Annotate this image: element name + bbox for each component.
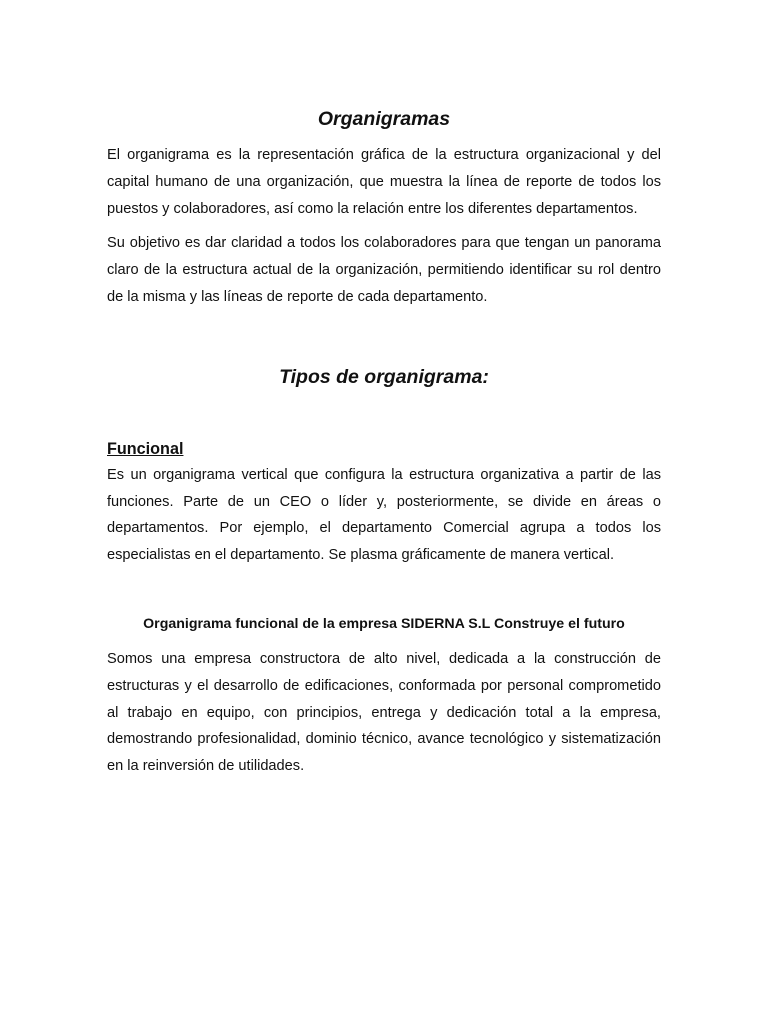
intro-paragraph-2: Su objetivo es dar claridad a todos los colaboradores para que tengan un panorama claro de la estructura actual de la organización, permitiendo identificar su rol dentro de la misma y las líneas de reporte de cada departamento. xyxy=(107,235,661,305)
funcional-paragraph: Es un organigrama vertical que configura la estructura organizativa a partir de las funciones. Parte de un CEO o líder y, posteriormente, se divide en áreas o departamentos. Por ejemplo, el departamento Comercial agrupa a todos los especialistas en el departamento. Se plasma gráficamente de manera vertical. xyxy=(107,466,661,564)
intro-paragraph-1: El organigrama es la representación gráfica de la estructura organizacional y del capital humano de una organización, que muestra la línea de reporte de todos los puestos y colaboradores, así como la relación entre los diferentes departamentos. xyxy=(107,147,661,217)
section-title: Tipos de organigrama: xyxy=(279,365,489,388)
subsection-heading-funcional: Funcional xyxy=(107,439,184,458)
document-title: Organigramas xyxy=(317,108,451,130)
org-chart-caption: Organigrama funcional de la empresa SIDERNA S.L Construye el futuro xyxy=(143,615,625,632)
company-description-paragraph: Somos una empresa constructora de alto nivel, dedicada a la construcción de estructuras y el desarrollo de edificaciones, conformada por personal comprometido al trabajo en equipo, con principios, entrega y dedicación total a la empresa, demostrando profesionalidad, dominio técnico, avance tecnológico y sistematización en la reinversión de utilidades. xyxy=(107,650,661,775)
page-content xyxy=(107,106,661,788)
